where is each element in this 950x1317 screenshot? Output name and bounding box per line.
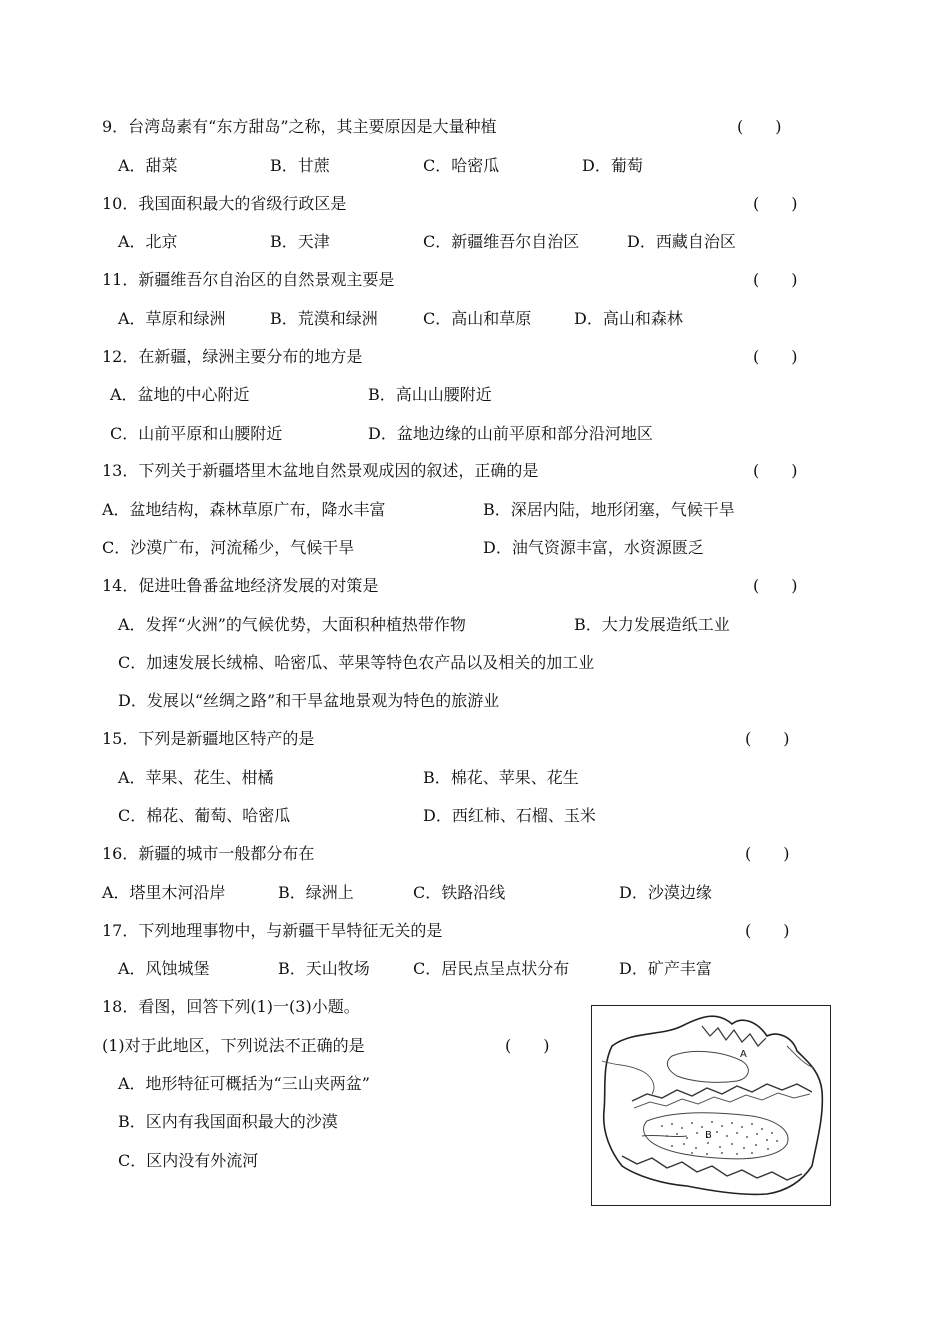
option-12-a: A．盆地的中心附近 — [110, 385, 250, 404]
option-14-d: D．发展以“丝绸之路”和干旱盆地景观为特色的旅游业 — [118, 691, 500, 710]
option-11-a: A．草原和绿洲 — [118, 309, 226, 328]
answer-bracket-18-1: ( ) — [505, 1036, 550, 1055]
option-18-1-c: C．区内没有外流河 — [118, 1151, 259, 1170]
answer-bracket-17: ( ) — [745, 921, 790, 940]
option-9-b: B．甘蔗 — [270, 156, 330, 175]
question-10-stem: 10．我国面积最大的省级行政区是 — [102, 194, 347, 213]
option-11-d: D．高山和森林 — [574, 309, 683, 328]
question-16-stem: 16．新疆的城市一般都分布在 — [102, 844, 315, 863]
option-15-a: A．苹果、花生、柑橘 — [118, 768, 274, 787]
question-9-stem: 9．台湾岛素有“东方甜岛”之称，其主要原因是大量种植 — [102, 117, 497, 136]
question-14-stem: 14．促进吐鲁番盆地经济发展的对策是 — [102, 576, 379, 595]
question-12-stem: 12．在新疆，绿洲主要分布的地方是 — [102, 347, 363, 366]
map-label-b: B — [705, 1130, 712, 1141]
option-14-b: B．大力发展造纸工业 — [574, 615, 730, 634]
option-13-c: C．沙漠广布，河流稀少，气候干旱 — [102, 538, 355, 557]
option-18-1-b: B．区内有我国面积最大的沙漠 — [118, 1112, 338, 1131]
answer-bracket-9: ( ) — [737, 117, 782, 136]
option-13-b: B．深居内陆，地形闭塞，气候干旱 — [483, 500, 735, 519]
option-9-d: D．葡萄 — [582, 156, 643, 175]
option-17-c: C．居民点呈点状分布 — [413, 959, 570, 978]
answer-bracket-16: ( ) — [745, 844, 790, 863]
option-14-c: C．加速发展长绒棉、哈密瓜、苹果等特色农产品以及相关的加工业 — [118, 653, 595, 672]
answer-bracket-12: ( ) — [753, 347, 798, 366]
answer-bracket-15: ( ) — [745, 729, 790, 748]
question-18-1-stem: (1)对于此地区，下列说法不正确的是 — [102, 1036, 365, 1055]
option-15-c: C．棉花、葡萄、哈密瓜 — [118, 806, 291, 825]
question-11-stem: 11．新疆维吾尔自治区的自然景观主要是 — [102, 270, 395, 289]
option-10-a: A．北京 — [118, 232, 178, 251]
option-16-a: A．塔里木河沿岸 — [102, 883, 226, 902]
question-15-stem: 15．下列是新疆地区特产的是 — [102, 729, 315, 748]
option-17-a: A．风蚀城堡 — [118, 959, 210, 978]
option-9-a: A．甜菜 — [118, 156, 178, 175]
option-17-d: D．矿产丰富 — [619, 959, 712, 978]
option-11-c: C．高山和草原 — [423, 309, 532, 328]
option-13-d: D．油气资源丰富，水资源匮乏 — [483, 538, 704, 557]
option-16-c: C．铁路沿线 — [413, 883, 506, 902]
map-label-a: A — [740, 1049, 747, 1060]
map-drawing — [592, 1006, 829, 1204]
option-14-a: A．发挥“火洲”的气候优势，大面积种植热带作物 — [118, 615, 466, 634]
question-13-stem: 13．下列关于新疆塔里木盆地自然景观成因的叙述，正确的是 — [102, 461, 539, 480]
option-12-b: B．高山山腰附近 — [368, 385, 492, 404]
question-17-stem: 17．下列地理事物中，与新疆干旱特征无关的是 — [102, 921, 443, 940]
xinjiang-map-figure — [591, 1005, 831, 1206]
answer-bracket-11: ( ) — [753, 270, 798, 289]
answer-bracket-13: ( ) — [753, 461, 798, 480]
option-9-c: C．哈密瓜 — [423, 156, 500, 175]
option-10-b: B．天津 — [270, 232, 330, 251]
option-10-d: D．西藏自治区 — [627, 232, 736, 251]
answer-bracket-10: ( ) — [753, 194, 798, 213]
option-17-b: B．天山牧场 — [278, 959, 370, 978]
option-11-b: B．荒漠和绿洲 — [270, 309, 378, 328]
option-10-c: C．新疆维吾尔自治区 — [423, 232, 580, 251]
option-15-b: B．棉花、苹果、花生 — [423, 768, 579, 787]
option-15-d: D．西红柿、石榴、玉米 — [423, 806, 596, 825]
question-18-stem: 18．看图，回答下列(1)一(3)小题。 — [102, 997, 360, 1016]
option-12-d: D．盆地边缘的山前平原和部分沿河地区 — [368, 424, 653, 443]
answer-bracket-14: ( ) — [753, 576, 798, 595]
option-16-d: D．沙漠边缘 — [619, 883, 712, 902]
option-18-1-a: A．地形特征可概括为“三山夹两盆” — [118, 1074, 370, 1093]
option-12-c: C．山前平原和山腰附近 — [110, 424, 283, 443]
option-16-b: B．绿洲上 — [278, 883, 354, 902]
option-13-a: A．盆地结构，森林草原广布，降水丰富 — [102, 500, 386, 519]
